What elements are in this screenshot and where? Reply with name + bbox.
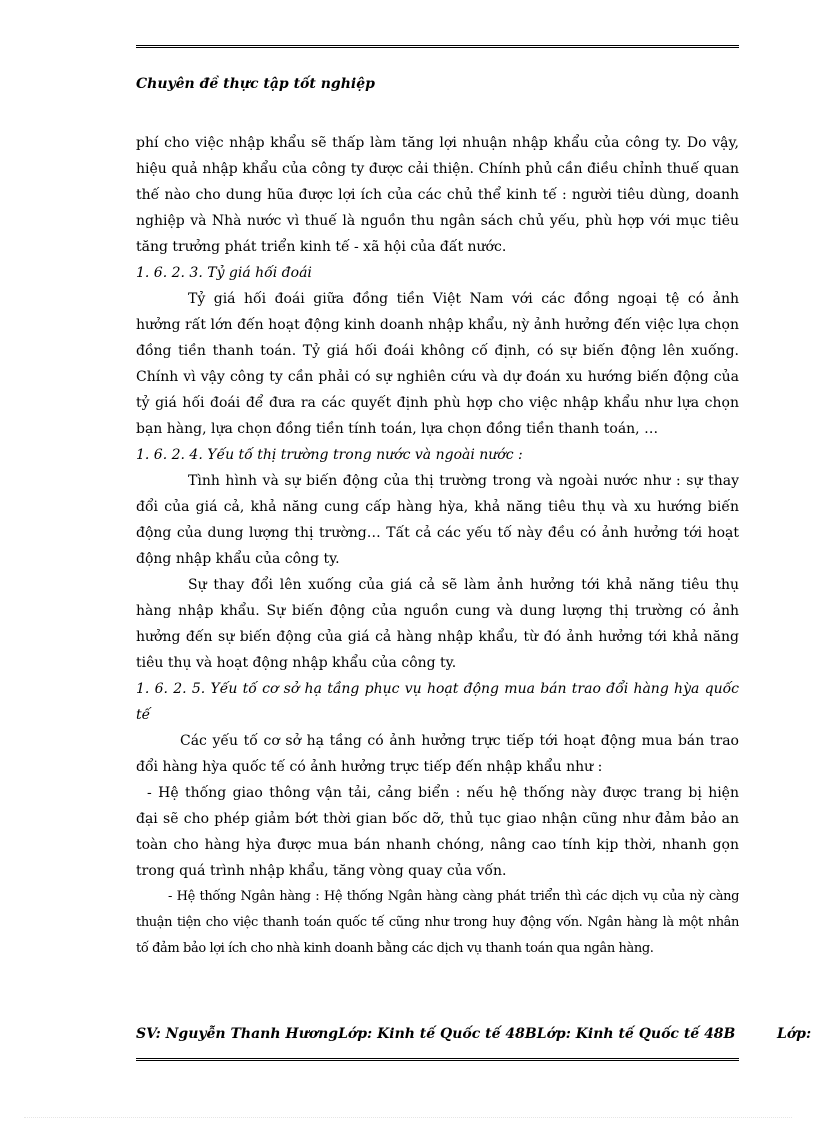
body-line: đại sẽ cho phép giảm bớt thời gian bốc dỡ, thủ tục giao nhận cũng như đảm bảo an bbox=[136, 811, 739, 827]
body-line: Các yếu tố cơ sở hạ tầng có ảnh hưởng trực tiếp tới hoạt động mua bán trao bbox=[180, 733, 739, 749]
body-line: tỷ giá hối đoái để đưa ra các quyết định phù hợp cho việc nhập khẩu như lựa chọn bbox=[136, 395, 739, 411]
section-heading-1-6-2-3: 1. 6. 2. 3. Tỷ giá hối đoái bbox=[136, 265, 312, 281]
header-rule bbox=[136, 45, 739, 48]
section-heading-1-6-2-4: 1. 6. 2. 4. Yếu tố thị trường trong nước và ngoài nước : bbox=[136, 447, 523, 463]
page-edge-dotted-line bbox=[24, 1117, 792, 1118]
body-line: thế nào cho dung hũa được lợi ích của các chủ thể kinh tế : người tiêu dùng, doanh bbox=[136, 187, 739, 203]
body-line: đổi hàng hỳa quốc tế có ảnh hưởng trực tiếp đến nhập khẩu như : bbox=[136, 759, 603, 775]
body-line: phí cho việc nhập khẩu sẽ thấp làm tăng lợi nhuận nhập khẩu của công ty. Do vậy, bbox=[136, 135, 739, 151]
body-line: Sự thay đổi lên xuống của giá cả sẽ làm ảnh hưởng tới khả năng tiêu thụ bbox=[188, 577, 739, 593]
body-line: hàng nhập khẩu. Sự biến động của nguồn cung và dung lượng thị trường có ảnh bbox=[136, 603, 739, 619]
body-line: nghiệp và Nhà nước vì thuế là nguồn thu ngân sách chủ yếu, phù hợp với mục tiêu bbox=[136, 213, 739, 229]
footer-student-info: SV: Nguyễn Thanh HươngLớp: Kinh tế Quốc tế 48BLớp: Kinh tế Quốc tế 48B bbox=[136, 1026, 736, 1042]
body-line: hưởng đến sự biến động của giá cả hàng nhập khẩu, từ đó ảnh hưởng tới khả năng bbox=[136, 629, 739, 645]
footer-rule bbox=[136, 1058, 739, 1061]
body-line: Chính vì vậy công ty cần phải có sự nghiên cứu và dự đoán xu hướng biến động của bbox=[136, 369, 739, 385]
body-line: hưởng rất lớn đến hoạt động kinh doanh nhập khẩu, nỳ ảnh hưởng đến việc lựa chọn bbox=[136, 317, 739, 333]
section-heading-1-6-2-5-continued: tế bbox=[136, 707, 151, 723]
body-line: Tỷ giá hối đoái giữa đồng tiền Việt Nam với các đồng ngoại tệ có ảnh bbox=[188, 291, 739, 307]
body-line: bạn hàng, lựa chọn đồng tiền tính toán, lựa chọn đồng tiền thanh toán, … bbox=[136, 421, 659, 437]
body-line: tăng trưởng phát triển kinh tế - xã hội của đất nước. bbox=[136, 239, 507, 255]
body-line: tiêu thụ và hoạt động nhập khẩu của công ty. bbox=[136, 655, 457, 671]
body-line: hiệu quả nhập khẩu của công ty được cải thiện. Chính phủ cần điều chỉnh thuế quan bbox=[136, 161, 739, 177]
footer-class-label: Lớp: bbox=[777, 1026, 812, 1042]
section-heading-1-6-2-5: 1. 6. 2. 5. Yếu tố cơ sở hạ tầng phục vụ hoạt động mua bán trao đổi hàng hỳa quốc bbox=[136, 681, 739, 697]
body-line: đồng tiền thanh toán. Tỷ giá hối đoái không cố định, có sự biến động lên xuống. bbox=[136, 343, 739, 359]
body-line: trong quá trình nhập khẩu, tăng vòng quay của vốn. bbox=[136, 863, 507, 879]
body-line: đổi của giá cả, khả năng cung cấp hàng hỳa, khả năng tiêu thụ và xu hướng biến bbox=[136, 499, 739, 515]
body-line: động nhập khẩu của công ty. bbox=[136, 551, 340, 567]
body-line: động của dung lượng thị trường… Tất cả các yếu tố này đều có ảnh hưởng tới hoạt bbox=[136, 525, 739, 541]
body-line: toàn cho hàng hỳa được mua bán nhanh chóng, nâng cao tính kịp thời, nhanh gọn bbox=[136, 837, 739, 853]
body-line: tố đảm bảo lợi ích cho nhà kinh doanh bằng các dịch vụ thanh toán qua ngân hàng. bbox=[136, 941, 654, 956]
page-header-title: Chuyên đề thực tập tốt nghiệp bbox=[136, 76, 375, 92]
body-line: thuận tiện cho việc thanh toán quốc tế cũng như trong huy động vốn. Ngân hàng là một nhân bbox=[136, 915, 739, 930]
page-footer bbox=[136, 1026, 816, 1042]
bullet-item: - Hệ thống Ngân hàng : Hệ thống Ngân hàng càng phát triển thì các dịch vụ của nỳ càng bbox=[168, 889, 739, 904]
document-body bbox=[136, 130, 739, 962]
bullet-item: - Hệ thống giao thông vận tải, cảng biển : nếu hệ thống này được trang bị hiện bbox=[147, 785, 739, 801]
body-line: Tình hình và sự biến động của thị trường trong và ngoài nước như : sự thay bbox=[188, 473, 739, 489]
